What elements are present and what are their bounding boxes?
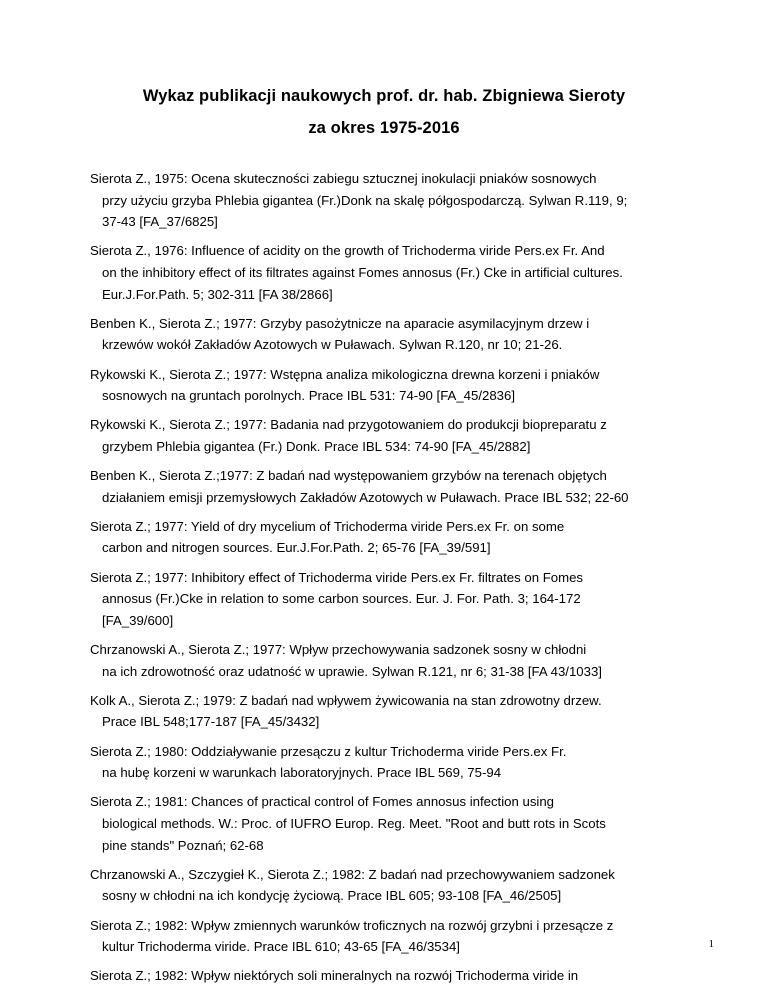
publication-entry-first-line: Rykowski K., Sierota Z.; 1977: Badania nad przygotowaniem do produkcji biopreparatu z [90, 417, 607, 433]
publication-entry-first-line: Kolk A., Sierota Z.; 1979: Z badań nad wpływem żywicowania na stan zdrowotny drzew. [90, 692, 602, 708]
publication-entry-continuation-line: działaniem emisji przemysłowych Zakładów Azotowych w Puławach. Prace IBL 532; 22-60 [102, 489, 629, 505]
document-subtitle: za okres 1975-2016 [308, 119, 460, 137]
publication-entry-continuation-line: krzewów wokół Zakładów Azotowych w Puławach. Sylwan R.120, nr 10; 21-26. [102, 337, 563, 353]
publication-entry-first-line: Sierota Z.; 1980: Oddziaływanie przesączu z kultur Trichoderma viride Pers.ex Fr. [90, 743, 567, 759]
publication-entry-continuation-line: Prace IBL 548;177-187 [FA_45/3432] [102, 714, 320, 730]
publication-entry [90, 965, 710, 987]
publication-list [90, 168, 710, 995]
publication-entry-continuation-line: [FA_39/600] [102, 612, 174, 628]
publication-entry-continuation-line: sosnowych na gruntach porolnych. Prace IBL 531: 74-90 [FA_45/2836] [102, 388, 515, 404]
publication-entry [90, 516, 710, 559]
publication-entry-first-line: Rykowski K., Sierota Z.; 1977: Wstępna analiza mikologiczna drewna korzeni i pniaków [90, 366, 600, 382]
publication-entry [90, 465, 710, 508]
publication-entry [90, 567, 710, 632]
publication-entry-continuation-line: na hubę korzeni w warunkach laboratoryjnych. Prace IBL 569, 75-94 [102, 765, 502, 781]
publication-entry [90, 414, 710, 457]
publication-entry [90, 915, 710, 958]
page-number: 1 [708, 938, 714, 950]
publication-entry-first-line: Sierota Z., 1976: Influence of acidity on the growth of Trichoderma viride Pers.ex Fr. And [90, 243, 605, 259]
publication-entry-first-line: Benben K., Sierota Z.; 1977: Grzyby pasożytnicze na aparacie asymilacyjnym drzew i [90, 315, 590, 331]
publication-entry-first-line: Sierota Z.; 1982: Wpływ niektórych soli mineralnych na rozwój Trichoderma viride in [90, 968, 579, 984]
publication-entry [90, 791, 710, 856]
publication-entry-first-line: Sierota Z.; 1981: Chances of practical control of Fomes annosus infection using [90, 794, 555, 810]
publication-entry-continuation-line: carbon and nitrogen sources. Eur.J.For.Path. 2; 65-76 [FA_39/591] [102, 540, 491, 556]
publication-entry-continuation-line: 37-43 [FA_37/6825] [102, 214, 218, 230]
publication-entry [90, 313, 710, 356]
publication-entry-first-line: Benben K., Sierota Z.;1977: Z badań nad występowaniem grzybów na terenach objętych [90, 468, 607, 484]
publication-entry [90, 168, 710, 233]
publication-entry-continuation-line: Eur.J.For.Path. 5; 302-311 [FA 38/2866] [102, 286, 333, 302]
publication-entry-first-line: Sierota Z.; 1982: Wpływ zmiennych warunków troficznych na rozwój grzybni i przesącze z [90, 917, 614, 933]
publication-entry-first-line: Sierota Z.; 1977: Inhibitory effect of Trichoderma viride Pers.ex Fr. filtrates on Fomes [90, 569, 584, 585]
publication-entry [90, 240, 710, 305]
publication-entry-first-line: Sierota Z., 1975: Ocena skuteczności zabiegu sztucznej inokulacji pniaków sosnowych [90, 171, 597, 186]
publication-entry [90, 741, 710, 784]
publication-entry-first-line: Sierota Z.; 1977: Yield of dry mycelium of Trichoderma viride Pers.ex Fr. on some [90, 518, 565, 534]
document-title: Wykaz publikacji naukowych prof. dr. hab. Zbigniewa Sieroty [142, 87, 626, 105]
publication-entry-continuation-line: sosny w chłodni na ich kondycję życiową. Prace IBL 605; 93-108 [FA_46/2505] [102, 888, 562, 904]
publication-entry-first-line: Chrzanowski A., Szczygieł K., Sierota Z.; 1982: Z badań nad przechowywaniem sadzonek [90, 866, 615, 882]
publication-entry [90, 364, 710, 407]
publication-entry-continuation-line: annosus (Fr.)Cke in relation to some carbon sources. Eur. J. For. Path. 3; 164-172 [102, 591, 581, 607]
publication-entry-continuation-line: biological methods. W.: Proc. of IUFRO Europ. Reg. Meet. "Root and butt rots in Scots [102, 815, 606, 831]
publication-entry-continuation-line: pine stands" Poznań; 62-68 [102, 837, 264, 853]
publication-entry-continuation-line: grzybem Phlebia gigantea (Fr.) Donk. Prace IBL 534: 74-90 [FA_45/2882] [102, 438, 531, 454]
publication-entry-continuation-line: kultur Trichoderma viride. Prace IBL 610; 43-65 [FA_46/3534] [102, 939, 460, 955]
publication-entry-continuation-line: on the inhibitory effect of its filtrates against Fomes annosus (Fr.) Cke in artificial cultures. [102, 264, 623, 280]
publication-entry [90, 690, 710, 733]
publication-entry-continuation-line: na ich zdrowotność oraz udatność w uprawie. Sylwan R.121, nr 6; 31-38 [FA 43/1033] [102, 663, 602, 679]
publication-entry [90, 864, 710, 907]
publication-entry [90, 639, 710, 682]
publication-entry-continuation-line: przy użyciu grzyba Phlebia gigantea (Fr.)Donk na skalę półgospodarczą. Sylwan R.119, 9; [102, 192, 628, 208]
publication-entry-first-line: Chrzanowski A., Sierota Z.; 1977: Wpływ przechowywania sadzonek sosny w chłodni [90, 642, 587, 658]
